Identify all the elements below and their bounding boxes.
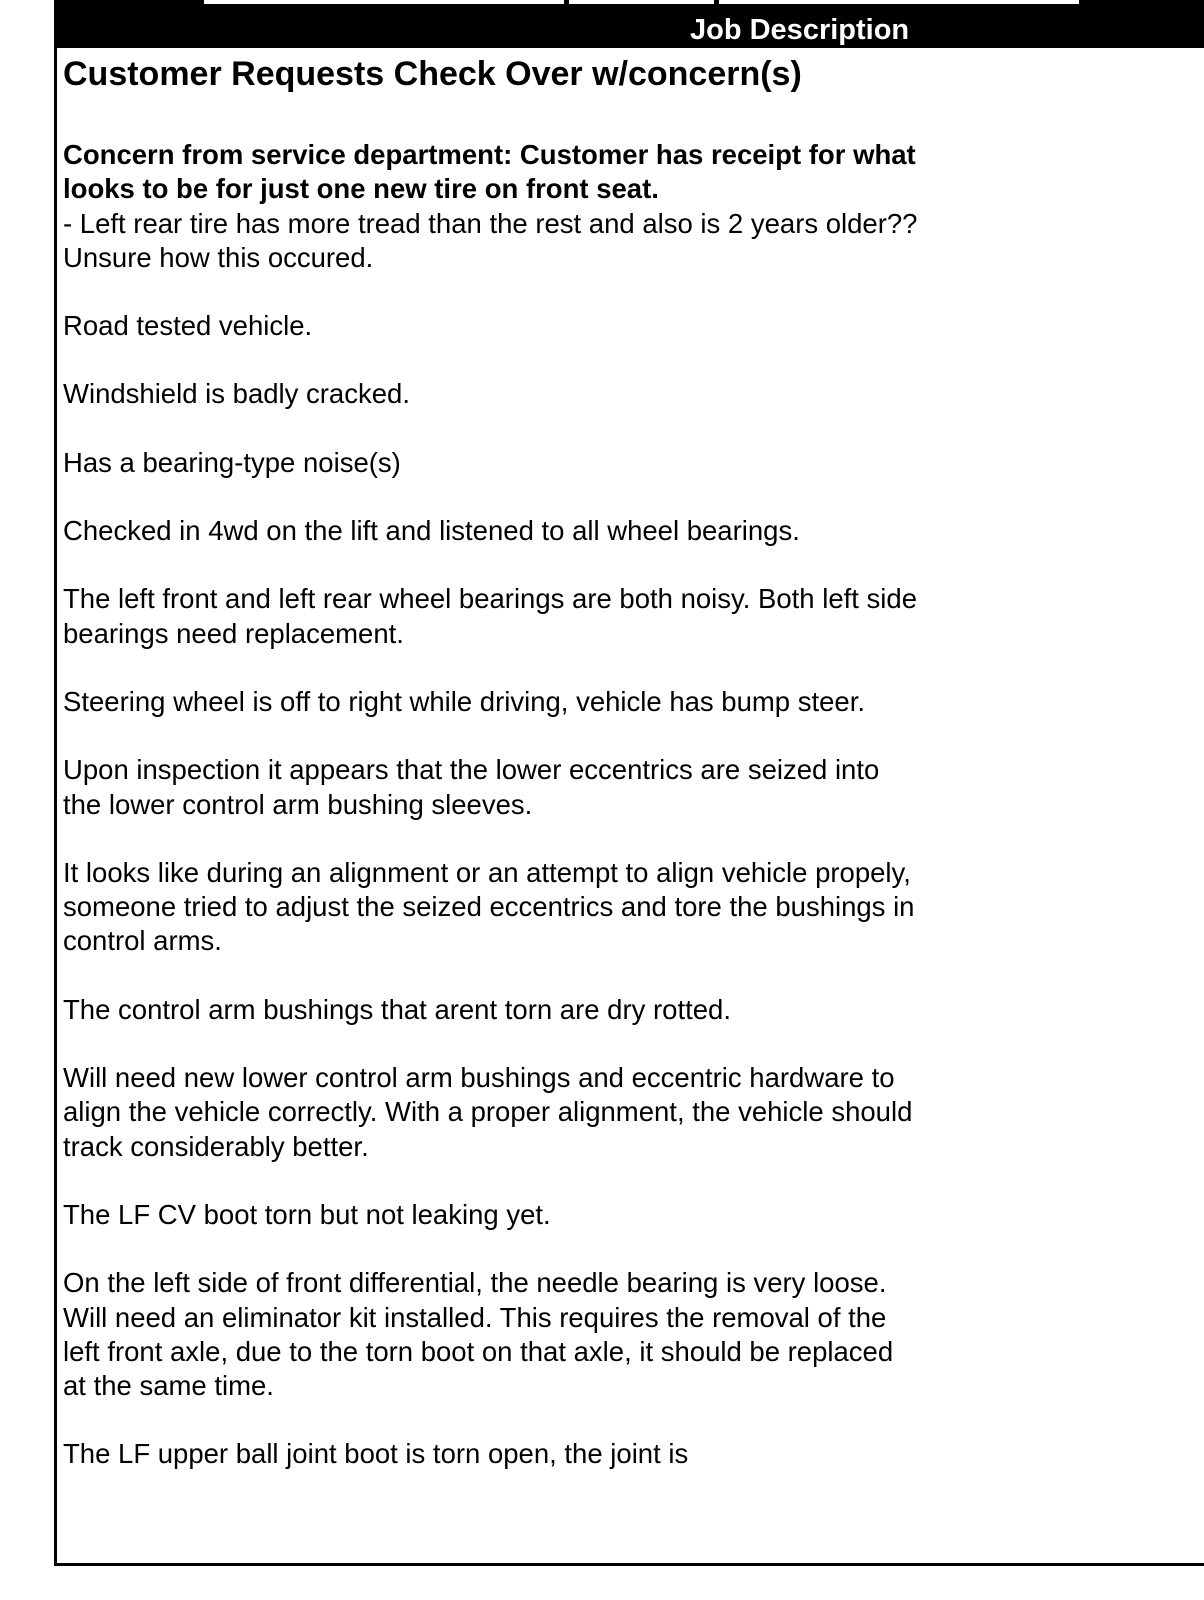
note-paragraph: Will need new lower control arm bushings and eccentric hardware to align the vehicle correctly. With a proper alignment, the vehicle should track considerably better. bbox=[63, 1062, 913, 1162]
note-paragraph: Road tested vehicle. bbox=[63, 310, 313, 342]
header-title: Job Description bbox=[690, 14, 910, 46]
note-paragraph: The LF CV boot torn but not leaking yet. bbox=[63, 1198, 551, 1230]
job-notes bbox=[63, 138, 923, 1506]
note-paragraph: On the left side of front differential, the needle bearing is very loose. Will need an eliminator kit installed. This requires the removal of the left front axle, due to the torn boot on that axle, it should be replaced at the same time. bbox=[63, 1267, 894, 1402]
note-paragraph: Upon inspection it appears that the lower eccentrics are seized into the lower control arm bushing sleeves. bbox=[63, 754, 880, 820]
concern-heading: Concern from service department: Customer has receipt for what looks to be for just one new tire on front seat. bbox=[63, 139, 916, 205]
note-paragraph: The LF upper ball joint boot is torn open, the joint is bbox=[63, 1438, 689, 1470]
header-cell bbox=[204, 0, 564, 4]
note-paragraph: It looks like during an alignment or an attempt to align vehicle propely, someone tried to adjust the seized eccentrics and tore the bushings in control arms. bbox=[63, 856, 915, 957]
job-description-header bbox=[54, 10, 1204, 48]
note-paragraph: The control arm bushings that arent torn are dry rotted. bbox=[63, 993, 731, 1025]
concern-detail: - Left rear tire has more tread than the rest and also is 2 years older?? Unsure how this occured. bbox=[63, 207, 918, 273]
note-paragraph: Checked in 4wd on the lift and listened to all wheel bearings. bbox=[63, 515, 800, 547]
header-cell bbox=[569, 0, 714, 4]
job-title: Customer Requests Check Over w/concern(s) bbox=[63, 55, 802, 93]
table-top-border bbox=[54, 0, 1204, 10]
note-paragraph: Has a bearing-type noise(s) bbox=[63, 446, 401, 478]
note-paragraph: Windshield is badly cracked. bbox=[63, 378, 410, 410]
note-paragraph: Steering wheel is off to right while driving, vehicle has bump steer. bbox=[63, 685, 865, 717]
header-cell bbox=[719, 0, 1079, 4]
note-paragraph: The left front and left rear wheel bearings are both noisy. Both left side bearings need replacement. bbox=[63, 583, 918, 649]
